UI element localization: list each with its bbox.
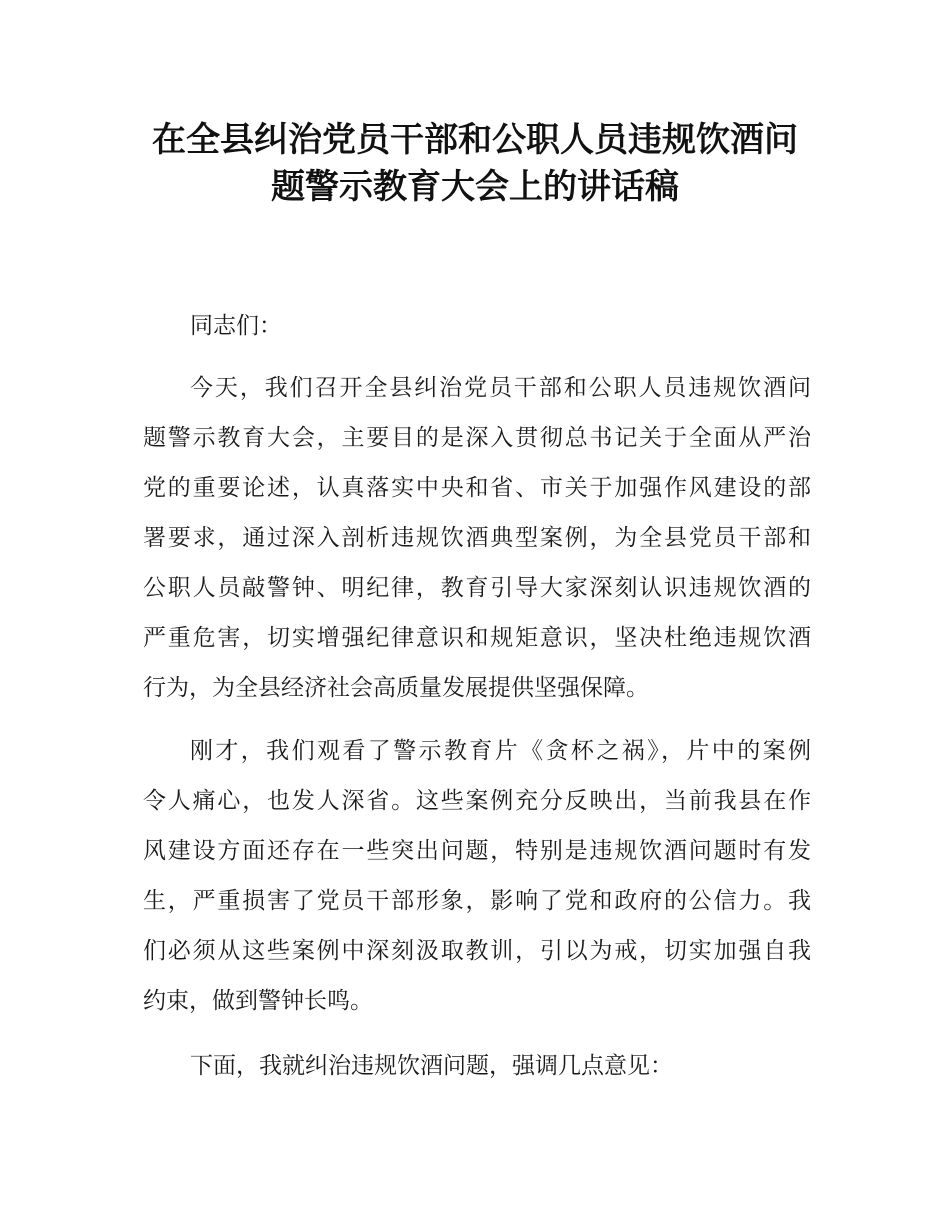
document-title-line-2: 题警示教育大会上的讲话稿 [271, 167, 679, 207]
paragraph-1-line: 题警示教育大会，主要目的是深入贯彻总书记关于全面从严治 [143, 425, 811, 451]
paragraph-2-line: 令人痛心，也发人深省。这些案例充分反映出，当前我县在作 [143, 788, 811, 814]
paragraph-1-line: 署要求，通过深入剖析违规饮酒典型案例，为全县党员干部和 [143, 525, 811, 551]
paragraph-2-line: 刚才，我们观看了警示教育片《贪杯之祸》，片中的案例 [190, 738, 811, 764]
paragraph-1-line: 严重危害，切实增强纪律意识和规矩意识，坚决杜绝违规饮酒 [143, 625, 811, 651]
paragraph-1-line: 党的重要论述，认真落实中央和省、市关于加强作风建设的部 [143, 475, 811, 501]
paragraph-2-line: 风建设方面还存在一些突出问题，特别是违规饮酒问题时有发 [143, 838, 811, 864]
paragraph-1-line: 公职人员敲警钟、明纪律，教育引导大家深刻认识违规饮酒的 [143, 575, 811, 601]
paragraph-2-line: 生，严重损害了党员干部形象，影响了党和政府的公信力。我 [143, 888, 811, 914]
document-title-line-1: 在全县纠治党员干部和公职人员违规饮酒问 [152, 120, 798, 160]
paragraph-2-line: 们必须从这些案例中深刻汲取教训，引以为戒，切实加强自我 [143, 938, 811, 964]
paragraph-1-line: 今天，我们召开全县纠治党员干部和公职人员违规饮酒问 [190, 375, 811, 401]
paragraph-1-line: 行为，为全县经济社会高质量发展提供坚强保障。 [143, 675, 649, 701]
paragraph-3-line: 下面，我就纠治违规饮酒问题，强调几点意见： [190, 1053, 673, 1079]
paragraph-2-line: 约束，做到警钟长鸣。 [143, 988, 373, 1014]
salutation: 同志们： [190, 313, 282, 339]
